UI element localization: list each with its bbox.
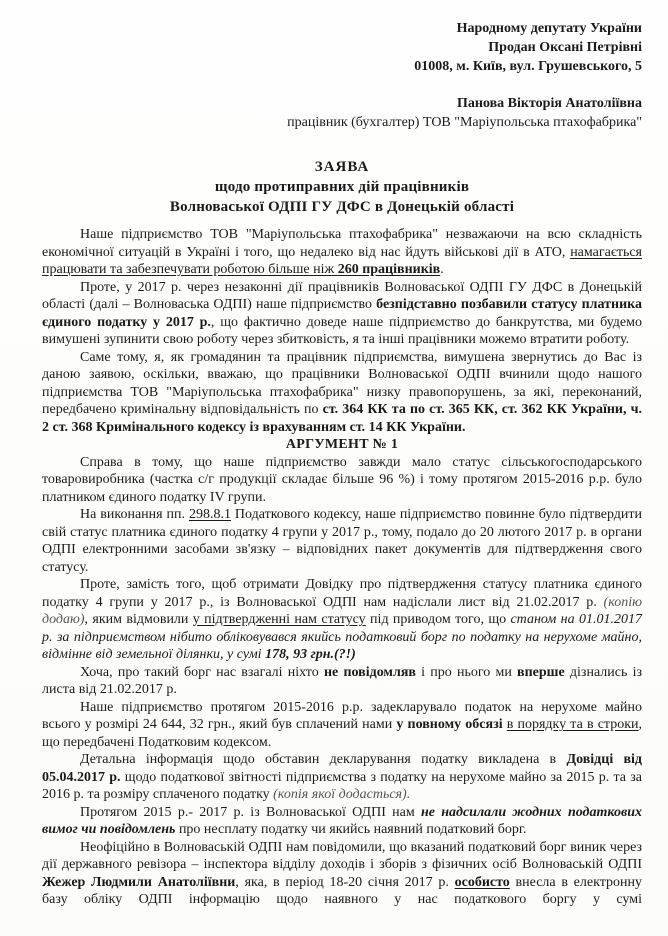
letter-header — [42, 19, 642, 132]
text-run: , яка, в період 18-20 січня 2017 р. — [235, 874, 455, 890]
text-run: Протягом 2015 р.- 2017 р. із Волноваської ОДПІ нам — [80, 804, 421, 820]
text-run: Проте, замість того, щоб отримати Довідку про підтвердження статусу платника єдиного податку 4 групи у 2017 р., із Волноваської ОДПІ нам надіслали лист від 21.02.2017 р. — [42, 577, 642, 610]
text-run: Податкового кодексу, наше підприємство повинне було підтвердити свій статус платника єдиного податку 4 групи у 2017 р., тому, подало до 20 лютого 2017 р. в органи ОДПІ електронними засобами зв'язку – відповідних пакет документів для підтвердження свого статусу. — [42, 507, 642, 575]
sender-name: Панова Вікторія Анатоліївна — [457, 96, 642, 111]
text-run: Проте, у 2017 р. через незаконні дії працівників Волноваської ОДПІ ГУ ДФС в Донецькій області (далі – Волноваська ОДПІ) наше підприємство — [42, 279, 642, 312]
paragraph — [42, 506, 642, 576]
text-run: про несплату податку чи якийсь наявний податковий борг. — [175, 822, 527, 837]
text-run: Наше підприємство протягом 2015-2016 р.р. задекларувало податок на нерухоме майно всього у розмірі 24 644, 32 грн., який був сплачений нами — [42, 699, 642, 732]
paragraph — [42, 576, 642, 664]
text-run: 298.8.1 — [188, 507, 231, 522]
text-run: внесла в електронну базу обліку ОДПІ інформацію щодо наявного у нас податкового боргу у сумі — [42, 874, 642, 907]
text-run: Детальна інформація щодо обставин декларування податку викладена в — [80, 752, 567, 767]
text-run: не надсилали жодних податкових вимог чи повідомлень — [42, 804, 642, 837]
argument-heading — [42, 436, 642, 454]
paragraph — [42, 454, 642, 507]
text-run: щодо податкової звітності підприємства з податку на нерухоме майно за 2015 р. та за 2016 р. та розміру сплаченого податку — [42, 769, 642, 802]
paragraph — [42, 699, 642, 752]
sender-role: працівник (бухгалтер) ТОВ "Маріупольська птахофабрика" — [287, 115, 642, 130]
text-run: . — [440, 262, 444, 277]
text-run: , що фактично доведе наше підприємство до банкрутства, ми будемо вимушені зупинити свою роботу через збитковість, я та інші працівники можемо втратити роботу. — [42, 314, 643, 347]
text-run: , яким відмовили — [84, 612, 193, 627]
recipient-line-3: 01008, м. Київ, вул. Грушевського, 5 — [414, 59, 642, 74]
paragraph — [42, 751, 642, 804]
text-run: і про нього ми — [415, 664, 518, 680]
document-title — [42, 157, 642, 217]
text-run: вперше — [517, 664, 565, 680]
text-run: ст. 364 КК та по ст. 365 КК, ст. 362 КК України, ч. 2 ст. 368 Кримінального кодексу із врахуванням ст. 14 КК України. — [42, 402, 642, 435]
title-line-1: ЗАЯВА — [314, 159, 370, 175]
text-run: Справа в тому, що наше підприємство завжди мало статус сільськогосподарського товаровиробника (частка с/г продукції складає більше 96 %) і тому протягом 2015-2016 р.р. було платником єдиного податку IV групи. — [42, 454, 642, 505]
text-run: дізнались із листа від 21.02.2017 р. — [42, 664, 642, 697]
document-body — [42, 226, 642, 909]
text-run: 178, 93 грн.(?!) — [265, 647, 356, 662]
text-run: не повідомляв — [323, 664, 416, 680]
text-run: 260 працівників — [337, 262, 441, 277]
text-run: Хоча, про такий борг нас взагалі ніхто — [80, 664, 324, 680]
paragraph — [42, 839, 642, 909]
text-run: АРГУМЕНТ № 1 — [285, 437, 399, 452]
text-run: На виконання пп. — [80, 507, 189, 522]
text-run: під приводом того, що — [365, 612, 511, 627]
text-run: у повному обсязі — [396, 717, 503, 732]
paragraph — [42, 279, 642, 349]
text-run: (копію додаю) — [42, 594, 642, 627]
text-run: (копія якої додасться). — [273, 787, 411, 802]
text-run: Довідці від 05.04.2017 р. — [42, 752, 642, 785]
recipient-line-2: Продан Оксані Петрівні — [488, 40, 642, 55]
text-run: у підтвердженні нам статусу — [192, 612, 366, 627]
paragraph — [42, 804, 642, 839]
recipient-line-1: Народному депутату України — [456, 21, 642, 36]
title-line-3: Волноваської ОДПІ ГУ ДФС в Донецькій області — [169, 199, 515, 215]
header-spacer — [42, 76, 642, 94]
paragraph — [42, 349, 642, 437]
text-run: Неофіційно в Волноваській ОДПІ нам повідомили, що вказаний податковий борг виник через дії державного ревізора – інспектора відділу доходів і зборів з фізичних осіб Волноваській ОДПІ — [42, 839, 642, 872]
text-run: Наше підприємство ТОВ "Маріупольська птахофабрика" незважаючи на всю складність економічної ситуацій в Україні і того, що недалеко від нас йдуть військові дії в АТО, — [42, 227, 642, 260]
text-run: Саме тому, я, як громадянин та працівник підприємства, вимушена звернутись до Вас із даною заявою, оскільки, вважаю, що працівники Волноваської ОДПІ вчинили щодо нашого підприємства ТОВ "Маріупольська птахофабрика" низку правопорушень, за які, переконаний, передбачено кримінальну відповідальність по — [42, 349, 642, 417]
paragraph — [42, 226, 642, 279]
text-run: намагається працювати та забезпечувати роботою більше ніж — [42, 244, 642, 277]
text-run: в порядку та в строки — [506, 717, 639, 732]
text-run: безпідставно позбавили статусу платника єдиного податку у 2017 р. — [42, 297, 643, 330]
text-run: , що передбачені Податковим кодексом. — [42, 717, 643, 750]
paragraph — [42, 664, 642, 699]
title-line-2: щодо протиправних дій працівників — [214, 179, 470, 195]
text-run: Жежер Людмили Анатоліївни — [42, 874, 236, 890]
text-run: станом на 01.01.2017 р. за підприємством нібито обліковувався якийсь податковий борг по податку на нерухоме майно, відмінне від земельної ділянки, у сумі — [42, 612, 642, 662]
text-run: особисто — [454, 874, 510, 890]
